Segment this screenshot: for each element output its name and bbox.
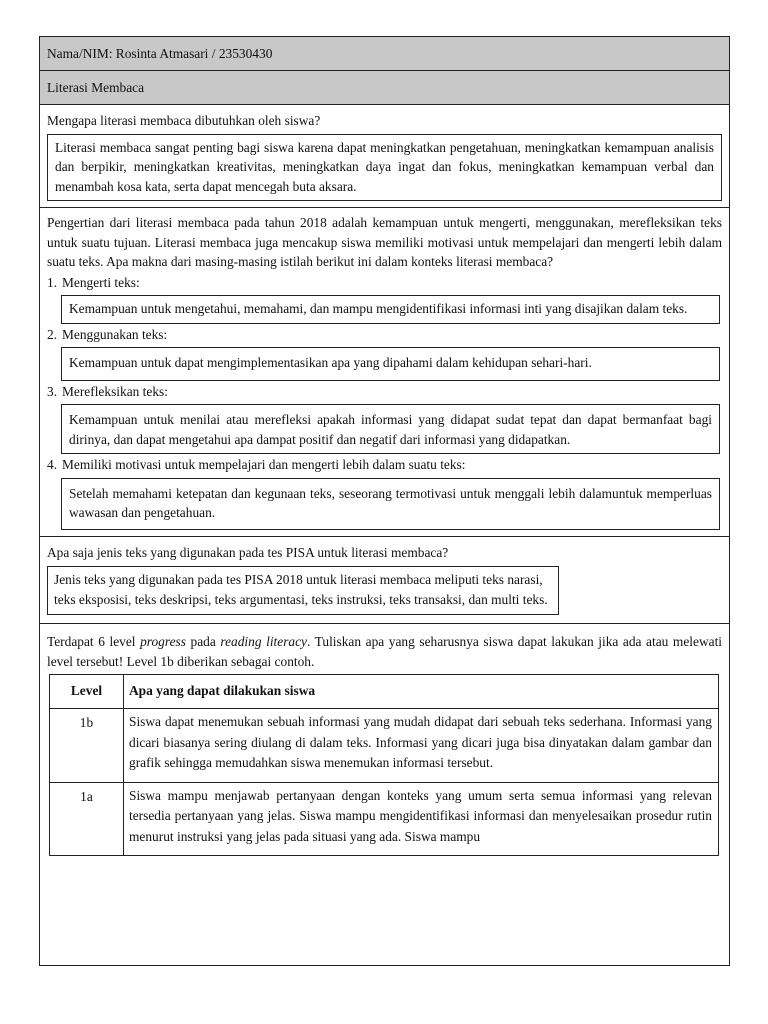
definition-answer-2: Kemampuan untuk dapat mengimplementasikan apa yang dipahami dalam kehidupan sehari-hari. <box>69 355 592 370</box>
section-definitions <box>40 208 729 537</box>
definition-answer-box-1 <box>61 295 720 324</box>
definition-answer-box-2 <box>61 347 720 381</box>
table-row <box>50 782 719 856</box>
levels-table-header <box>50 675 719 709</box>
worksheet <box>39 36 730 966</box>
definition-answer-4: Setelah memahami ketepatan dan kegunaan teks, seseorang termotivasi untuk menggali lebih dalamuntuk memperluas wawasan dan pengetahuan. <box>69 485 712 520</box>
definition-answer-box-4 <box>61 478 720 530</box>
definition-term-3: 3. Merefleksikan teks: <box>47 383 168 399</box>
answer-why-literacy: Literasi membaca sangat penting bagi siswa karena dapat meningkatkan pengetahuan, meningkatkan kemampuan analisis dan berpikir, meningkatkan kreativitas, meningkatkan daya ingat dan fokus, meningkatkan kemampuan verbal dan menambah kosa kata, serta dapat mencegah buta aksara. <box>55 139 714 194</box>
column-level: Level <box>50 675 124 709</box>
section-pisa-text-types <box>40 537 729 625</box>
definition-answer-3: Kemampuan untuk menilai atau merefleksi apakah informasi yang didapat sudat tepat dan dapat bermanfaat bagi dirinya, dan dapat mengetahui apa dampat positif dan negatif dari informasi yang didapatkan. <box>69 412 712 447</box>
column-description: Apa yang dapat dilakukan siswa <box>124 675 719 709</box>
answer-pisa-line-2: teks eksposisi, teks deskripsi, teks argumentasi, teks instruksi, teks transaksi, dan multi teks. <box>54 592 548 607</box>
levels-table <box>49 674 719 856</box>
definition-answer-1: Kemampuan untuk mengetahui, memahami, dan mampu mengidentifikasi informasi inti yang disajikan dalam teks. <box>69 301 688 316</box>
section-why-literacy <box>40 105 729 208</box>
definition-term-4: 4. Memiliki motivasi untuk mempelajari dan mengerti lebih dalam suatu teks: <box>47 457 466 472</box>
name-nim-header <box>40 37 729 71</box>
topic-text: Literasi Membaca <box>47 80 145 95</box>
name-nim-text: Nama/NIM: Rosinta Atmasari / 23530430 <box>47 46 273 61</box>
question-why-literacy: Mengapa literasi membaca dibutuhkan oleh siswa? <box>47 113 321 128</box>
answer-pisa-line-1: Jenis teks yang digunakan pada tes PISA 2018 untuk literasi membaca meliputi teks narasi, <box>54 572 543 587</box>
level-cell: 1a <box>50 782 124 856</box>
answer-box-why-literacy <box>47 134 722 202</box>
definition-term-2: 2. Menggunakan teks: <box>47 326 168 342</box>
section-reading-levels <box>40 624 729 862</box>
description-cell: Siswa dapat menemukan sebuah informasi yang mudah didapat dari sebuah teks sederhana. Informasi yang dicari biasanya sering diulang di dalam teks. Informasi yang dicari juga bisa dinyatakan dalam gambar dan grafik sehingga memudahkan siswa menemukan informasi tersebut. <box>124 709 719 783</box>
definition-answer-box-3 <box>61 404 720 454</box>
topic-header <box>40 71 729 105</box>
question-pisa-text-types: Apa saja jenis teks yang digunakan pada tes PISA untuk literasi membaca? <box>47 544 449 560</box>
definitions-intro: Pengertian dari literasi membaca pada tahun 2018 adalah kemampuan untuk mengerti, menggunakan, merefleksikan teks untuk suatu tujuan. Literasi membaca juga mencakup siswa memiliki motivasi untuk mempelajari dan mengerti lebih dalam suatu teks. Apa makna dari masing-masing istilah berikut ini dalam konteks literasi membaca? <box>47 215 722 269</box>
description-cell: Siswa mampu menjawab pertanyaan dengan konteks yang umum serta semua informasi yang relevan tersedia pertanyaan yang jelas. Siswa mampu mengidentifikasi informasi dan menyelesaikan prosedur rutin menurut instruksi yang jelas pada situasi yang ada. Siswa mampu <box>124 782 719 856</box>
level-cell: 1b <box>50 709 124 783</box>
answer-box-pisa-text-types <box>47 566 559 615</box>
definition-term-1: 1. Mengerti teks: <box>47 274 140 290</box>
table-row <box>50 709 719 783</box>
levels-intro: Terdapat 6 level progress pada reading literacy. Tuliskan apa yang seharusnya siswa dapat lakukan jika ada atau melewati level tersebut! Level 1b diberikan sebagai contoh. <box>47 634 723 669</box>
